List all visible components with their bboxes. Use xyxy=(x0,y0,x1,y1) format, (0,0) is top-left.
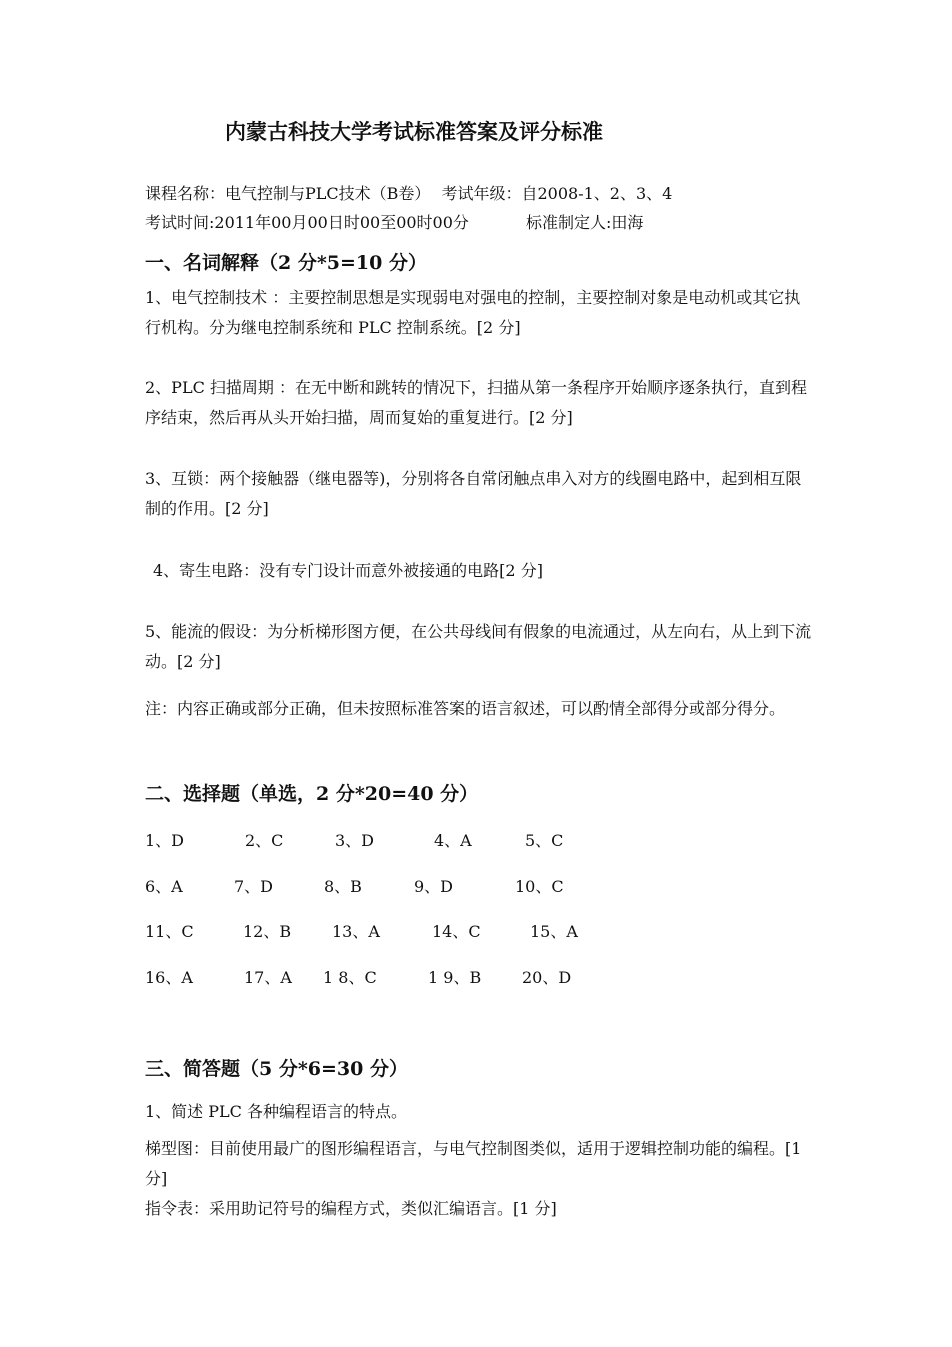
answer-row xyxy=(145,874,564,897)
answer-item: 20、D xyxy=(522,968,572,987)
answer-item: 10、C xyxy=(515,877,564,896)
answer-item: 4、A xyxy=(434,831,472,850)
answer-item: 3、D xyxy=(335,831,375,850)
answer-item: 15、A xyxy=(530,922,578,941)
short-answer-question xyxy=(145,1097,815,1127)
definition-text: 2、PLC 扫描周期 ：在无中断和跳转的情况下，扫描从第一条程序开始顺序逐条执行，直到程序结束，然后再从头开始扫描，周而复始的重复进行。[2 分] xyxy=(145,378,807,427)
answer-item: 1 9、B xyxy=(428,968,482,987)
answer-row xyxy=(145,965,571,988)
answer-row xyxy=(145,828,563,851)
answer-item: 8、B xyxy=(324,877,362,896)
definition-item xyxy=(145,464,815,524)
answer-text: 梯型图：目前使用最广的图形编程语言，与电气控制图类似，适用于逻辑控制功能的编程。[1 分] xyxy=(145,1139,802,1188)
answer-item: 5、C xyxy=(525,831,564,850)
definition-text: 5、能流的假设：为分析梯形图方便，在公共母线间有假象的电流通过，从左向右，从上到下流动。[2 分] xyxy=(145,622,812,671)
answer-row xyxy=(145,919,578,942)
section-heading-choice: 二、选择题（单选，2 分*20=40 分） xyxy=(145,783,479,805)
answer-text: 指令表：采用助记符号的编程方式，类似汇编语言。[1 分] xyxy=(145,1199,557,1218)
section-heading-definitions: 一、名词解释（2 分*5=10 分） xyxy=(145,252,427,274)
document-title: 内蒙古科技大学考试标准答案及评分标准 xyxy=(225,119,603,144)
course-name: 课程名称：电气控制与PLC技术（B卷） xyxy=(145,184,431,203)
answer-item: 16、A xyxy=(145,968,193,987)
definition-item xyxy=(145,617,815,677)
answer-item: 9、D xyxy=(414,877,454,896)
definition-text: 3、互锁：两个接触器（继电器等)，分别将各自常闭触点串入对方的线圈电路中，起到相互限制的作用。[2 分] xyxy=(145,469,802,518)
short-answer-item xyxy=(145,1194,815,1224)
definition-item xyxy=(153,556,823,586)
definition-item xyxy=(145,283,815,343)
answer-item: 11、C xyxy=(145,922,194,941)
standard-setter: 标准制定人:田海 xyxy=(526,213,644,232)
answer-item: 13、A xyxy=(332,922,380,941)
answer-item: 12、B xyxy=(243,922,292,941)
answer-item: 1 8、C xyxy=(323,968,377,987)
answer-item: 2、C xyxy=(245,831,284,850)
section-heading-short-answer: 三、简答题（5 分*6=30 分） xyxy=(145,1058,408,1080)
definition-text: 1、电气控制技术 ：主要控制思想是实现弱电对强电的控制，主要控制对象是电动机或其它执行机构。分为继电控制系统和 PLC 控制系统。[2 分] xyxy=(145,288,801,337)
definition-item xyxy=(145,373,815,433)
course-info-line xyxy=(145,181,672,204)
answer-item: 6、A xyxy=(145,877,183,896)
answer-item: 1、D xyxy=(145,831,185,850)
answer-item: 17、A xyxy=(244,968,292,987)
exam-info-line xyxy=(145,210,643,233)
definition-text: 4、寄生电路：没有专门设计而意外被接通的电路[2 分] xyxy=(153,561,543,580)
question-text: 1、简述 PLC 各种编程语言的特点。 xyxy=(145,1102,407,1121)
exam-grade: 考试年级：自2008-1、2、3、4 xyxy=(441,184,673,203)
exam-time: 考试时间:2011年00月00日时00至00时00分 xyxy=(145,213,469,232)
grading-note xyxy=(145,686,815,732)
answer-item: 7、D xyxy=(234,877,274,896)
note-text: 注：内容正确或部分正确，但未按照标准答案的语言叙述，可以酌情全部得分或部分得分。 xyxy=(145,699,786,718)
short-answer-item xyxy=(145,1134,815,1194)
answer-item: 14、C xyxy=(432,922,481,941)
